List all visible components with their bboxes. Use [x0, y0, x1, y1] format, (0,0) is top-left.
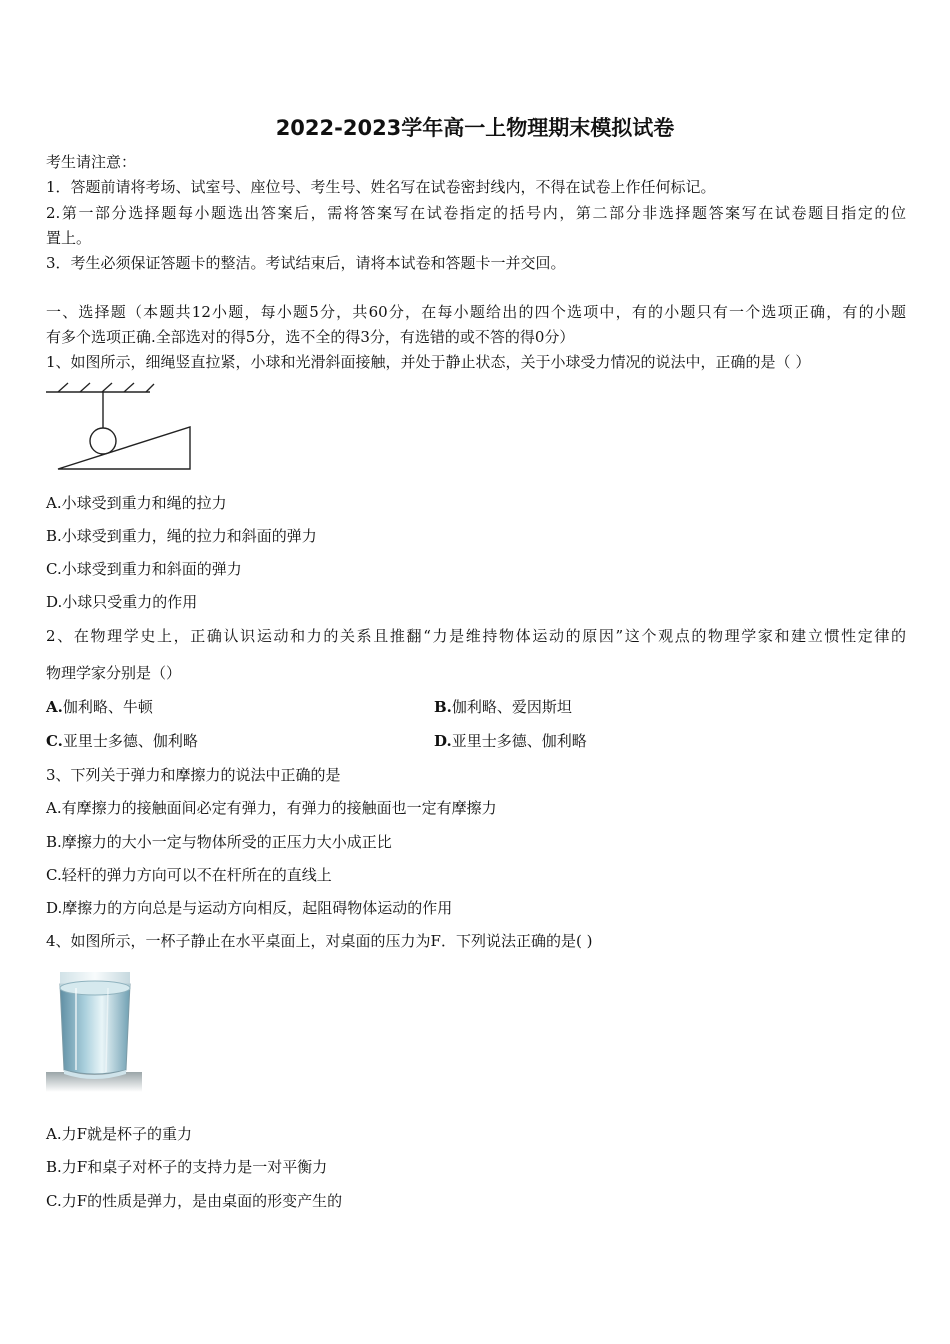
q3-stem: 3、下列关于弹力和摩擦力的说法中正确的是 — [46, 766, 341, 784]
q1-stem: 1、如图所示，细绳竖直拉紧，小球和光滑斜面接触，并处于静止状态，关于小球受力情况的说法中，正确的是（ ） — [46, 353, 811, 371]
q3-option-b: B.摩擦力的大小一定与物体所受的正压力大小成正比 — [46, 833, 392, 851]
notice-item-2: 2.第一部分选择题每小题选出答案后，需将答案写在试卷指定的括号内，第二部分非选择题答案写在试卷题目指定的位 — [46, 204, 906, 222]
notice-heading: 考生请注意： — [46, 153, 137, 171]
q2-option-a-text: 伽利略、牛顿 — [62, 698, 153, 716]
q2-option-a-letter: A. — [46, 698, 63, 716]
q2-option-d — [434, 731, 587, 751]
q1-option-d: D.小球只受重力的作用 — [46, 593, 198, 611]
q2-stem-line1: 2、在物理学史上，正确认识运动和力的关系且推翻“力是维持物体运动的原因”这个观点的物理学家和建立惯性定律的 — [46, 627, 906, 645]
q2-stem-line2: 物理学家分别是（） — [46, 664, 182, 682]
q2-option-c-letter: C. — [46, 732, 63, 750]
notice-item-3: 3．考生必须保证答题卡的整洁。考试结束后，请将本试卷和答题卡一并交回。 — [46, 254, 566, 272]
notice-item-2-cont: 置上。 — [46, 229, 92, 247]
q1-figure — [44, 380, 200, 474]
q1-option-b: B.小球受到重力，绳的拉力和斜面的弹力 — [46, 527, 317, 545]
section-heading-line1: 一、选择题（本题共12小题，每小题5分，共60分，在每小题给出的四个选项中，有的小题只有一个选项正确，有的小题 — [46, 303, 906, 321]
q4-option-a: A.力F就是杯子的重力 — [46, 1125, 193, 1143]
q2-option-b-text: 伽利略、爱因斯坦 — [451, 698, 572, 716]
section-heading-line2: 有多个选项正确.全部选对的得5分，选不全的得3分，有选错的或不答的得0分） — [46, 328, 575, 346]
q3-option-d: D.摩擦力的方向总是与运动方向相反，起阻碍物体运动的作用 — [46, 899, 453, 917]
q2-option-d-letter: D. — [434, 732, 452, 750]
q1-option-a: A.小球受到重力和绳的拉力 — [46, 494, 227, 512]
q1-option-c: C.小球受到重力和斜面的弹力 — [46, 560, 242, 578]
q2-option-c — [46, 731, 198, 751]
notice-item-1: 1．答题前请将考场、试室号、座位号、考生号、姓名写在试卷密封线内，不得在试卷上作任何标记。 — [46, 178, 716, 196]
q4-stem: 4、如图所示，一杯子静止在水平桌面上，对桌面的压力为F．下列说法正确的是( ) — [46, 932, 593, 950]
q2-option-c-text: 亚里士多德、伽利略 — [62, 732, 198, 750]
q4-option-b: B.力F和桌子对杯子的支持力是一对平衡力 — [46, 1158, 328, 1176]
page-title: 2022-2023学年高一上物理期末模拟试卷 — [275, 116, 675, 140]
q2-option-a — [46, 697, 153, 717]
q2-option-b — [434, 697, 572, 717]
q3-option-a: A.有摩擦力的接触面间必定有弹力，有弹力的接触面也一定有摩擦力 — [46, 799, 497, 817]
q2-option-d-text: 亚里士多德、伽利略 — [451, 732, 587, 750]
q2-option-b-letter: B. — [434, 698, 452, 716]
q4-option-c: C.力F的性质是弹力，是由桌面的形变产生的 — [46, 1192, 343, 1210]
q4-glass-figure — [46, 970, 142, 1092]
q3-option-c: C.轻杆的弹力方向可以不在杆所在的直线上 — [46, 866, 332, 884]
